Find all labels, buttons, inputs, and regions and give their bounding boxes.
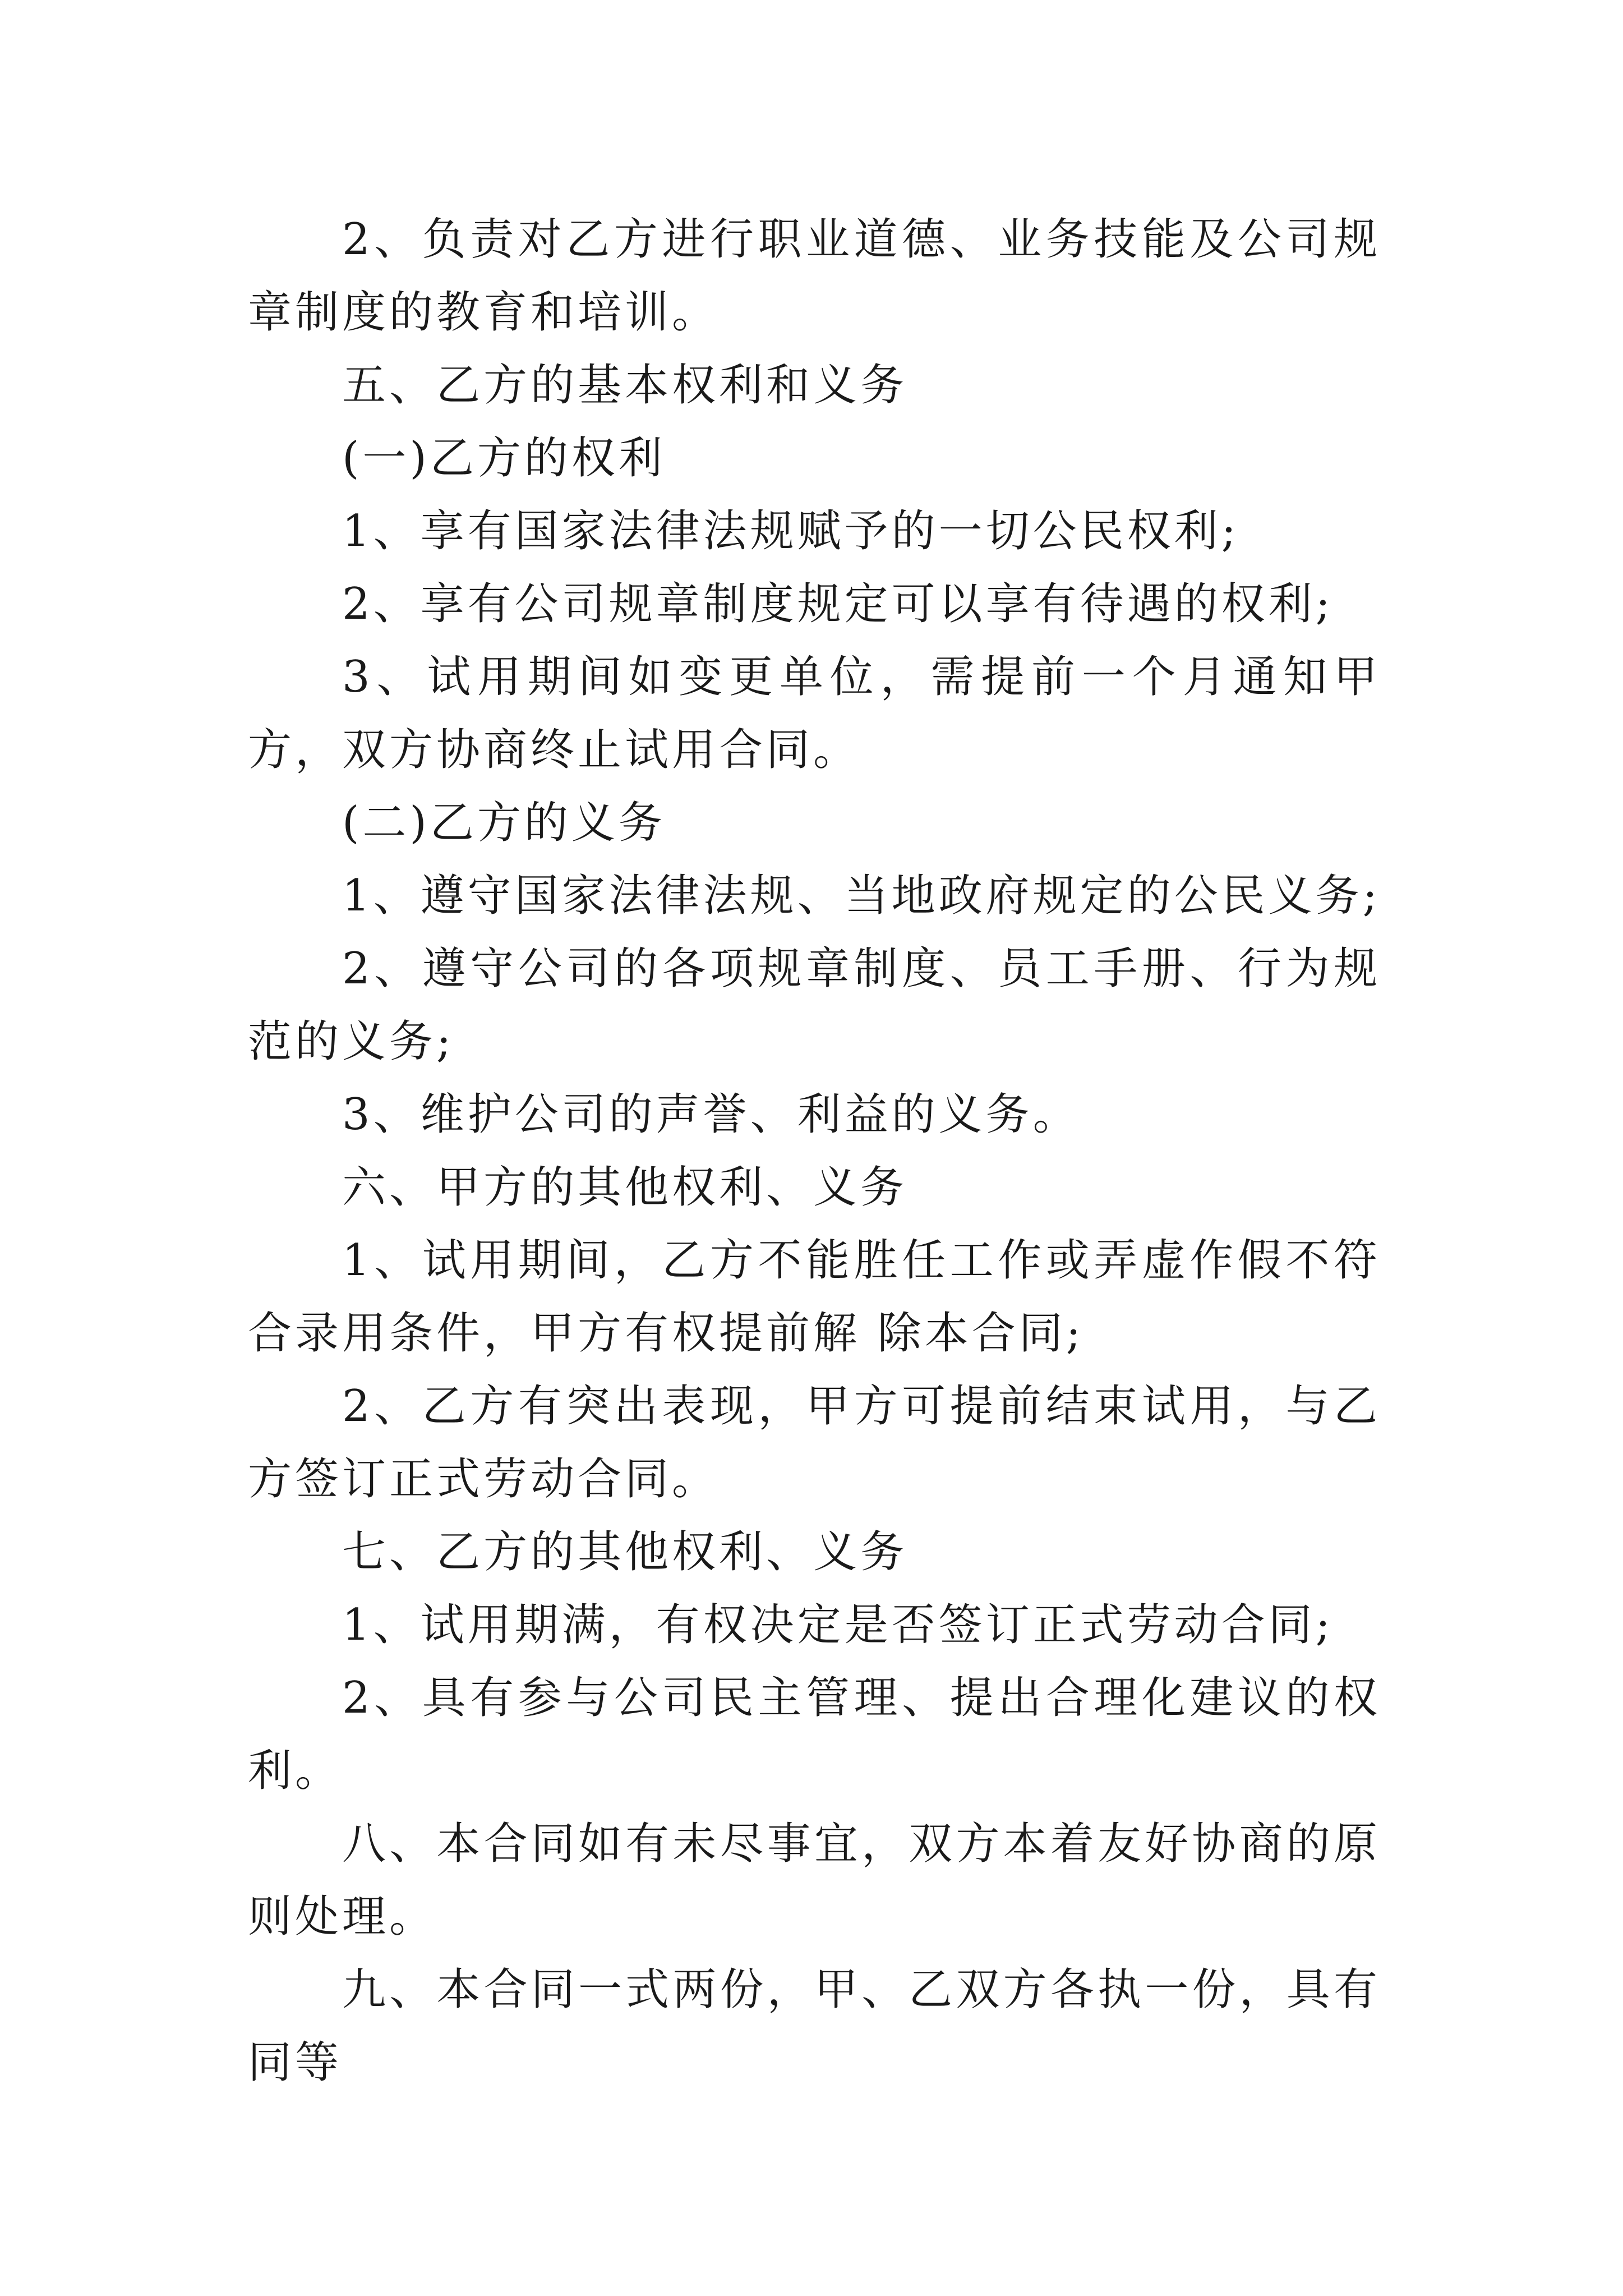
heading-section-9: 九、本合同一式两份，甲、乙双方各执一份，具有同等: [248, 1964, 1381, 2088]
paragraph-party-a-other-2: 2、乙方有突出表现，甲方可提前结束试用，与乙方签订正式劳动合同。: [248, 1381, 1381, 1504]
heading-section-5: 五、乙方的基本权利和义务: [342, 360, 908, 411]
paragraph-party-b-other-1: 1、试用期满，有权决定是否签订正式劳动合同;: [342, 1600, 1334, 1650]
paragraph-party-b-other-2: 2、具有参与公司民主管理、提出合理化建议的权利。: [248, 1673, 1381, 1796]
paragraph-right-2: 2、享有公司规章制度规定可以享有待遇的权利;: [342, 579, 1334, 629]
paragraph-duty-3: 3、维护公司的声誉、利益的义务。: [342, 1089, 1080, 1140]
heading-section-8: 八、本合同如有未尽事宜，双方本着友好协商的原则处理。: [248, 1819, 1381, 1942]
paragraph-duty-2: 2、遵守公司的各项规章制度、员工手册、行为规范的义务;: [248, 944, 1381, 1067]
paragraph-duty-1: 1、遵守国家法律法规、当地政府规定的公民义务;: [342, 871, 1381, 921]
paragraph-right-3: 3、试用期间如变更单位，需提前一个月通知甲方，双方协商终止试用合同。: [248, 652, 1381, 775]
paragraph-party-a-other-1: 1、试用期间，乙方不能胜任工作或弄虚作假不符合录用条件，甲方有权提前解 除本合同;: [248, 1235, 1381, 1359]
paragraph-right-1: 1、享有国家法律法规赋予的一切公民权利;: [342, 506, 1239, 556]
heading-section-7: 七、乙方的其他权利、义务: [342, 1527, 908, 1577]
subheading-party-b-duties: (二)乙方的义务: [342, 798, 666, 848]
contract-body-text: [248, 203, 1381, 2099]
subheading-party-b-rights: (一)乙方的权利: [342, 433, 666, 484]
paragraph-training-duty: 2、负责对乙方进行职业道德、业务技能及公司规章制度的教育和培训。: [248, 214, 1381, 338]
heading-section-6: 六、甲方的其他权利、义务: [342, 1162, 908, 1213]
